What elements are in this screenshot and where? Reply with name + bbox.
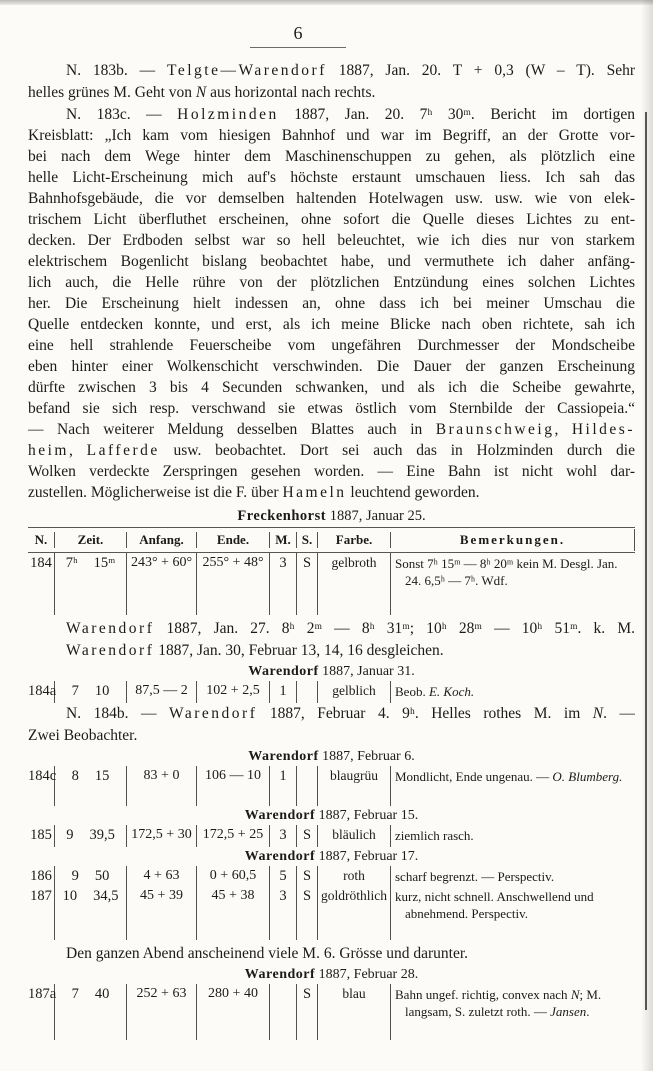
text-segment: elektrischem Bogenlicht bislang beobachtet habe, und vermuthete ich daher anfäng- (28, 253, 635, 270)
text-segment: 1887, Jan. 27. 8ʰ 2ᵐ — 8ʰ 31ᵐ; 10ʰ 28ᵐ — 10ʰ 51ᵐ. k. M. (154, 620, 635, 637)
cell-ende: 102 + 2,5 (197, 681, 270, 703)
page-content (28, 5, 635, 1040)
text-segment: 1887, Jan. 20. 7ʰ 30ᵐ. Bericht im dortigen (278, 106, 635, 123)
observer-name: Jansen (550, 1004, 587, 1019)
text-segment: Zwei Beobachter. (28, 727, 138, 744)
cell-ende: 255° + 48° (197, 553, 270, 615)
cell-m (270, 984, 297, 1040)
zeit-minute: 34,5 (93, 888, 119, 904)
cell-zeit (55, 766, 127, 806)
text-segment: 1887, Februar 4. 9ʰ. Helles rothes M. im (257, 705, 593, 722)
cell-bemerkungen: kurz, nicht schnell. Anschwellend und abnehmend. Perspectiv. (395, 889, 594, 921)
table-header-row (28, 527, 635, 553)
italic-term: N (570, 987, 580, 1002)
cell-bemerkungen: Sonst 7ʰ 15ᵐ — 8ʰ 20ᵐ kein M. Desgl. Jan. 24. 6,5ʰ — 7ʰ. Wdf. (395, 556, 618, 588)
cell-farbe: blaugrüu (318, 766, 391, 806)
text-segment: N. 183c. — (66, 106, 178, 123)
zeit-hour: 9 (71, 868, 79, 884)
text-segment: 1887, Jan. 30, Februar 13, 14, 16 desgleichen. (154, 642, 444, 659)
observer-name: O. Blumberg. (552, 769, 623, 784)
text-line (28, 60, 635, 82)
scan-line-right (645, 112, 647, 1010)
cell-ende: 106 — 10 (197, 766, 270, 806)
table-subheader-feb6 (28, 747, 635, 766)
cell-zeit (55, 886, 127, 940)
cell-ende: 0 + 60,5 (197, 866, 270, 886)
cell-n: 184 (28, 553, 55, 615)
zeit-minute: 10 (94, 683, 110, 699)
cell-farbe: blau (318, 984, 391, 1040)
table-subheader-feb17 (28, 847, 635, 866)
text-segment: bei nach dem Wege hinter dem Maschinenschuppen zu gehen, als plötzlich eine (28, 148, 635, 165)
text-segment: Quelle entdecken konnte, und erst, als ich meine Blicke nach oben richtete, sah ich (28, 316, 635, 333)
text-segment: helle Licht-Erscheinung mich auf's höchste erstaunt umschauen liess. Ich sah das (28, 169, 635, 186)
zeit-hour: 7 (71, 683, 79, 699)
text-segment: . (586, 1004, 590, 1019)
place-name-bold: Freckenhorst (237, 508, 327, 524)
table-row-186 (28, 866, 635, 886)
text-segment: Den ganzen Abend anscheinend viele M. 6. Grösse und darunter. (66, 945, 469, 962)
cell-m: 1 (270, 681, 297, 703)
text-segment: Wolken verdeckte Zerspringen gesehen worden. — Eine Bahn ist nicht wohl dar- (28, 463, 635, 480)
text-line (28, 377, 635, 398)
text-line (28, 104, 635, 125)
zeit-hour: 7ʰ (65, 555, 78, 571)
text-segment: Mondlicht, Ende ungenau. — (395, 769, 553, 784)
text-segment: 1887, Januar 31. (318, 664, 415, 679)
text-line (28, 82, 635, 104)
cell-s: S (297, 984, 318, 1040)
cell-anfang: 4 + 63 (127, 866, 197, 886)
text-segment: her. Die Erscheinung hielt indessen an, ohne dass ich bei meiner Umschau die (28, 295, 635, 312)
text-segment: decken. Der Erdboden selbst war so hell beleuchtet, wie ich dies nur von starkem (28, 232, 635, 249)
text-line (28, 272, 635, 293)
zeit-minute: 39,5 (89, 827, 115, 843)
italic-term: N (195, 84, 207, 101)
place-name-spaced: Holzminden (177, 106, 279, 123)
text-line (28, 461, 635, 482)
text-line (28, 167, 635, 188)
cell-bemerkungen: scharf begrenzt. — Perspectiv. (395, 869, 555, 884)
text-segment: N. 183b. — (66, 62, 167, 79)
cell-n: 187a (28, 984, 55, 1040)
paragraph-abend (28, 943, 635, 965)
cell-n: 184a (28, 681, 55, 703)
paragraph-jan30 (28, 640, 635, 662)
cell-m: 5 (270, 866, 297, 886)
place-name-spaced: Hildes- (571, 421, 635, 438)
place-name-bold: Warendorf (248, 749, 319, 764)
cell-anfang: 87,5 — 2 (127, 681, 197, 703)
cell-ende: 280 + 40 (197, 984, 270, 1040)
cell-anfang: 45 + 39 (127, 886, 197, 940)
column-header-zeit: Zeit. (55, 532, 127, 548)
place-name-spaced: heim (28, 442, 69, 459)
cell-anfang: 252 + 63 (127, 984, 197, 1040)
cell-zeit (55, 866, 127, 886)
column-header-n: N. (28, 532, 55, 548)
cell-s (297, 681, 318, 703)
table-row-184c (28, 766, 635, 806)
text-line (28, 398, 635, 419)
place-name-spaced: Warendorf (168, 705, 258, 722)
cell-n: 186 (28, 866, 55, 886)
table-row-184a (28, 681, 635, 703)
zeit-hour: 8 (71, 768, 79, 784)
zeit-minute: 50 (94, 868, 110, 884)
place-name-spaced: Lafferde (86, 442, 160, 459)
paragraph-183c (28, 104, 635, 503)
cell-anfang: 243° + 60° (127, 553, 197, 615)
text-segment: eine hell strahlende Feuerscheibe vom ungefähren Durchmesser der Mondscheibe (28, 337, 635, 354)
table-row-184 (28, 553, 635, 615)
text-line (28, 188, 635, 209)
column-header-ende: Ende. (197, 532, 270, 548)
place-name-bold: Warendorf (244, 967, 316, 982)
zeit-hour: 9 (66, 827, 74, 843)
zeit-hour: 10 (62, 888, 78, 904)
cell-n: 185 (28, 825, 55, 847)
place-name-spaced: Warendorf (66, 642, 155, 659)
table-subheader-feb28 (28, 965, 635, 984)
table-subheader-jan31 (28, 662, 635, 681)
text-line (28, 209, 635, 230)
cell-s: S (297, 866, 318, 886)
column-header-farbe: Farbe. (318, 532, 391, 548)
text-segment: dürfte zwischen 3 bis 4 Secunden schwanken, und als ich die Scheibe gewahrte, (28, 379, 635, 396)
text-line (28, 440, 635, 461)
text-segment: 1887, Februar 15. (315, 808, 419, 823)
cell-farbe: gelbroth (318, 553, 391, 615)
text-segment: Bahn ungef. richtig, convex nach (395, 987, 571, 1002)
paragraph-jan27 (28, 618, 635, 640)
text-segment: befand sie sich resp. verschwand sie etwas östlich vom Sternbilde der Cassiopeia.“ (28, 400, 635, 417)
place-name-bold: Warendorf (244, 849, 316, 864)
cell-ende: 172,5 + 25 (197, 825, 270, 847)
text-line (28, 125, 635, 146)
text-segment: 1887, Jan. 20. T + 0,3 (W – T). Sehr (326, 62, 635, 79)
scan-edge-right (641, 0, 653, 1071)
text-segment: lich auch, die Helle rühre von der plötzlichen Entzündung eines solchen Lichtes (28, 274, 635, 291)
text-segment: leuchtend geworden. (346, 484, 480, 501)
text-segment: eben hinter einer Wolkenschicht verschwinden. Die Dauer der ganzen Erscheinung (28, 358, 635, 375)
text-segment: trischem Licht überfluthet erscheinen, ohne sofort die Quelle dieses Lichtes zu ent- (28, 211, 635, 228)
cell-anfang: 83 + 0 (127, 766, 197, 806)
zeit-minute: 40 (94, 986, 110, 1002)
text-segment: , (554, 421, 572, 438)
cell-bemerkungen (391, 681, 635, 703)
place-name-spaced: Telgte—Warendorf (166, 62, 327, 79)
text-segment: helles grünes M. Geht von (28, 84, 196, 101)
table-row-187 (28, 886, 635, 940)
cell-zeit (55, 553, 127, 615)
text-segment: 1887, Januar 25. (326, 508, 426, 524)
text-segment: zustellen. Möglicherweise ist die F. über (28, 484, 283, 501)
cell-zeit (55, 681, 127, 703)
table-caption (28, 506, 635, 526)
paragraph-184b (28, 703, 635, 747)
text-line (28, 146, 635, 167)
cell-m: 3 (270, 553, 297, 615)
text-line (28, 356, 635, 377)
place-name-bold: Warendorf (248, 664, 319, 679)
text-segment: 1887, Februar 6. (318, 749, 415, 764)
cell-s: S (297, 553, 318, 615)
text-line (28, 335, 635, 356)
text-line (28, 293, 635, 314)
cell-n: 187 (28, 886, 55, 940)
cell-anfang: 172,5 + 30 (127, 825, 197, 847)
italic-term: N (592, 705, 604, 722)
cell-farbe: gelblich (318, 681, 391, 703)
column-header-s: S. (297, 532, 318, 548)
text-segment: Kreisblatt: „Ich kam vom hiesigen Bahnhof und war im Begriff, an der Grotte vor- (28, 127, 635, 144)
cell-m: 3 (270, 825, 297, 847)
observer-name: E. Koch. (428, 684, 475, 699)
text-segment: . — (603, 705, 635, 722)
text-segment: 1887, Februar 17. (315, 849, 419, 864)
text-segment: Bahnhofsgebäude, die vor demselben haltenden Hotelwagen usw. usw. wie von elek- (28, 190, 635, 207)
table-row-187a (28, 984, 635, 1040)
column-header-m: M. (270, 532, 297, 548)
text-segment: , (69, 442, 87, 459)
cell-ende: 45 + 38 (197, 886, 270, 940)
page-number (250, 23, 346, 48)
place-name-spaced: Warendorf (66, 620, 155, 637)
text-segment: — Nach weiterer Meldung desselben Blattes auch in (28, 421, 436, 438)
cell-bemerkungen (391, 984, 635, 1040)
text-line (28, 314, 635, 335)
column-header-bemerkungen: Bemerkungen. (391, 529, 635, 551)
cell-s (297, 766, 318, 806)
cell-zeit (55, 984, 127, 1040)
text-line (28, 703, 635, 725)
place-name-bold: Warendorf (244, 808, 316, 823)
zeit-minute: 15 (94, 768, 110, 784)
cell-farbe: bläulich (318, 825, 391, 847)
cell-s: S (297, 825, 318, 847)
text-line (28, 251, 635, 272)
cell-zeit (55, 825, 127, 847)
text-line (28, 482, 635, 503)
cell-m: 1 (270, 766, 297, 806)
cell-bemerkungen: ziemlich rasch. (395, 828, 474, 843)
paragraph-183b (28, 60, 635, 104)
zeit-minute: 15ᵐ (93, 555, 116, 571)
text-segment: ; M. langsam, S. zuletzt roth. — (405, 987, 602, 1019)
text-segment: aus horizontal nach rechts. (206, 84, 376, 101)
cell-n: 184c (28, 766, 55, 806)
text-line (28, 230, 635, 251)
place-name-spaced: Hameln (282, 484, 347, 501)
place-name-spaced: Braunschweig (435, 421, 555, 438)
text-segment: 1887, Februar 28. (315, 967, 419, 982)
table-subheader-feb15 (28, 806, 635, 825)
page-number-text: 6 (293, 23, 303, 43)
cell-bemerkungen (391, 766, 635, 806)
text-segment: Beob. (395, 684, 429, 699)
cell-farbe: roth (318, 866, 391, 886)
cell-m: 3 (270, 886, 297, 940)
zeit-hour: 7 (71, 986, 79, 1002)
text-line (28, 725, 635, 747)
cell-s: S (297, 886, 318, 940)
cell-farbe: goldröthlich (318, 886, 391, 940)
table-row-185 (28, 825, 635, 847)
text-line (28, 419, 635, 440)
text-segment: usw. beobachtet. Dort sei auch das in Holzminden durch die (159, 442, 635, 459)
column-header-anfang: Anfang. (127, 532, 197, 548)
text-segment: N. 184b. — (66, 705, 169, 722)
